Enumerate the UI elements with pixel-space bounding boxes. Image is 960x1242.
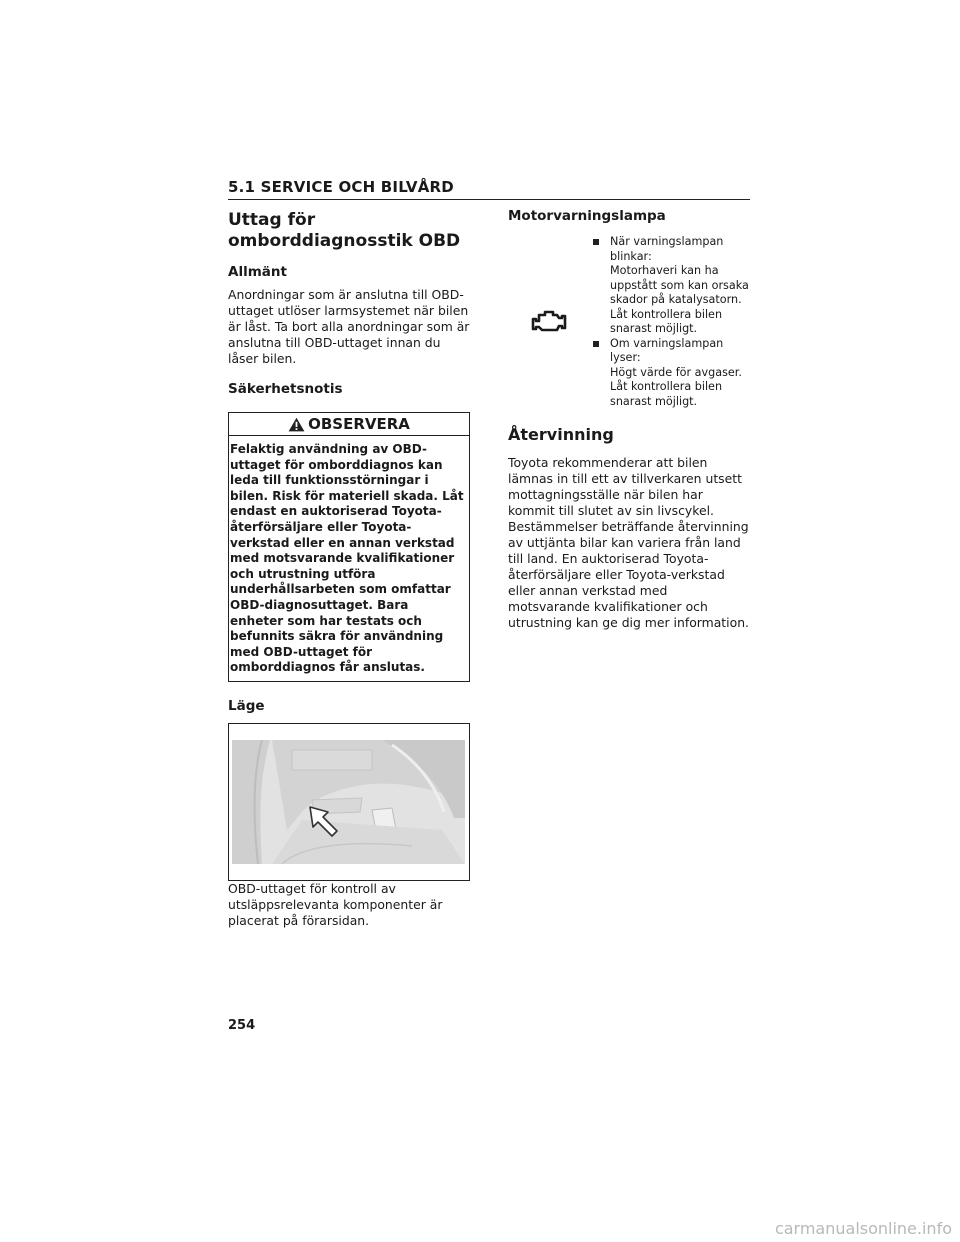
lamp-item-title: Om varningslampan lyser: [610, 336, 724, 364]
lamp-item-line: Låt kontrollera bilen snarast möjligt. [610, 307, 723, 335]
warning-triangle-icon [288, 417, 305, 432]
watermark: carmanualsonline.info [774, 1219, 952, 1238]
engine-lamp-heading: Motorvarningslampa [508, 208, 666, 224]
lamp-item-line: Låt kontrollera bilen snarast möjligt. [610, 380, 723, 408]
recycling-text: Toyota rekommenderar att bilen lämnas in till ett av tillverkaren utsett mottagningsställe när bilen har kommit till slutet av sin livscykel. Bestämmelser beträffande återvinning av uttjänta bilar kan variera från land till land. En auktoriserad Toyota-återförsäljare eller Toyota-verkstad eller annan verkstad med motsvarande kvalifikationer och utrustning kan ge dig mer information. [508, 455, 749, 630]
notice-text: Felaktig användning av OBD-uttaget för omborddiagnos kan leda till funktionsstörningar i bilen. Risk för materiell skada. Låt endast en auktoriserad Toyota-återförsäljare eller Toyota-verkstad eller en annan verkstad med motsvarande kvalifikationer och utrustning utföra underhållsarbeten som omfattar OBD-diagnosuttaget. Bara enheter som har testats och befunnits säkra för användning med OBD-uttaget för omborddiagnos får anslutas. [230, 442, 464, 675]
notice-box [228, 412, 470, 682]
dashboard-illustration [232, 740, 465, 864]
left-column [228, 210, 470, 929]
section-header: 5.1 SERVICE OCH BILVÅRD [228, 178, 750, 200]
right-column [508, 208, 750, 631]
engine-check-icon [531, 309, 567, 335]
engine-lamp-row [508, 235, 750, 409]
arrow-pointer-icon [307, 804, 341, 838]
page-number: 254 [228, 1018, 256, 1033]
location-caption: OBD-uttaget för kontroll av utsläppsrelevanta komponenter är placerat på förarsidan. [228, 880, 443, 928]
notice-title-row [229, 413, 469, 436]
lamp-item-blinking [590, 235, 750, 337]
notice-title: OBSERVERA [308, 415, 410, 433]
recycling-heading: Återvinning [508, 425, 614, 444]
general-text: Anordningar som är anslutna till OBD-uttaget utlöser larmsystemet när bilen är låst. Ta bort alla anordningar som är anslutna till OBD-uttaget innan du låser bilen. [228, 287, 470, 366]
location-heading: Läge [228, 697, 265, 714]
safety-heading: Säkerhetsnotis [228, 381, 343, 397]
bullet-square [593, 341, 599, 347]
obd-location-figure [228, 723, 470, 881]
engine-lamp-list [590, 235, 750, 409]
lamp-item-title: När varningslampan blinkar: [610, 235, 724, 263]
lamp-item-line: Högt värde för avgaser. [610, 365, 742, 379]
bullet-square [593, 239, 599, 245]
lamp-item-lit [590, 337, 750, 410]
lamp-item-line: Motorhaveri kan ha uppstått som kan orsaka skador på katalysatorn. [610, 264, 749, 306]
general-heading: Allmänt [228, 264, 287, 280]
obd-title: Uttag för omborddiagnosstik OBD [228, 210, 461, 251]
engine-lamp-icon-cell [508, 235, 590, 409]
